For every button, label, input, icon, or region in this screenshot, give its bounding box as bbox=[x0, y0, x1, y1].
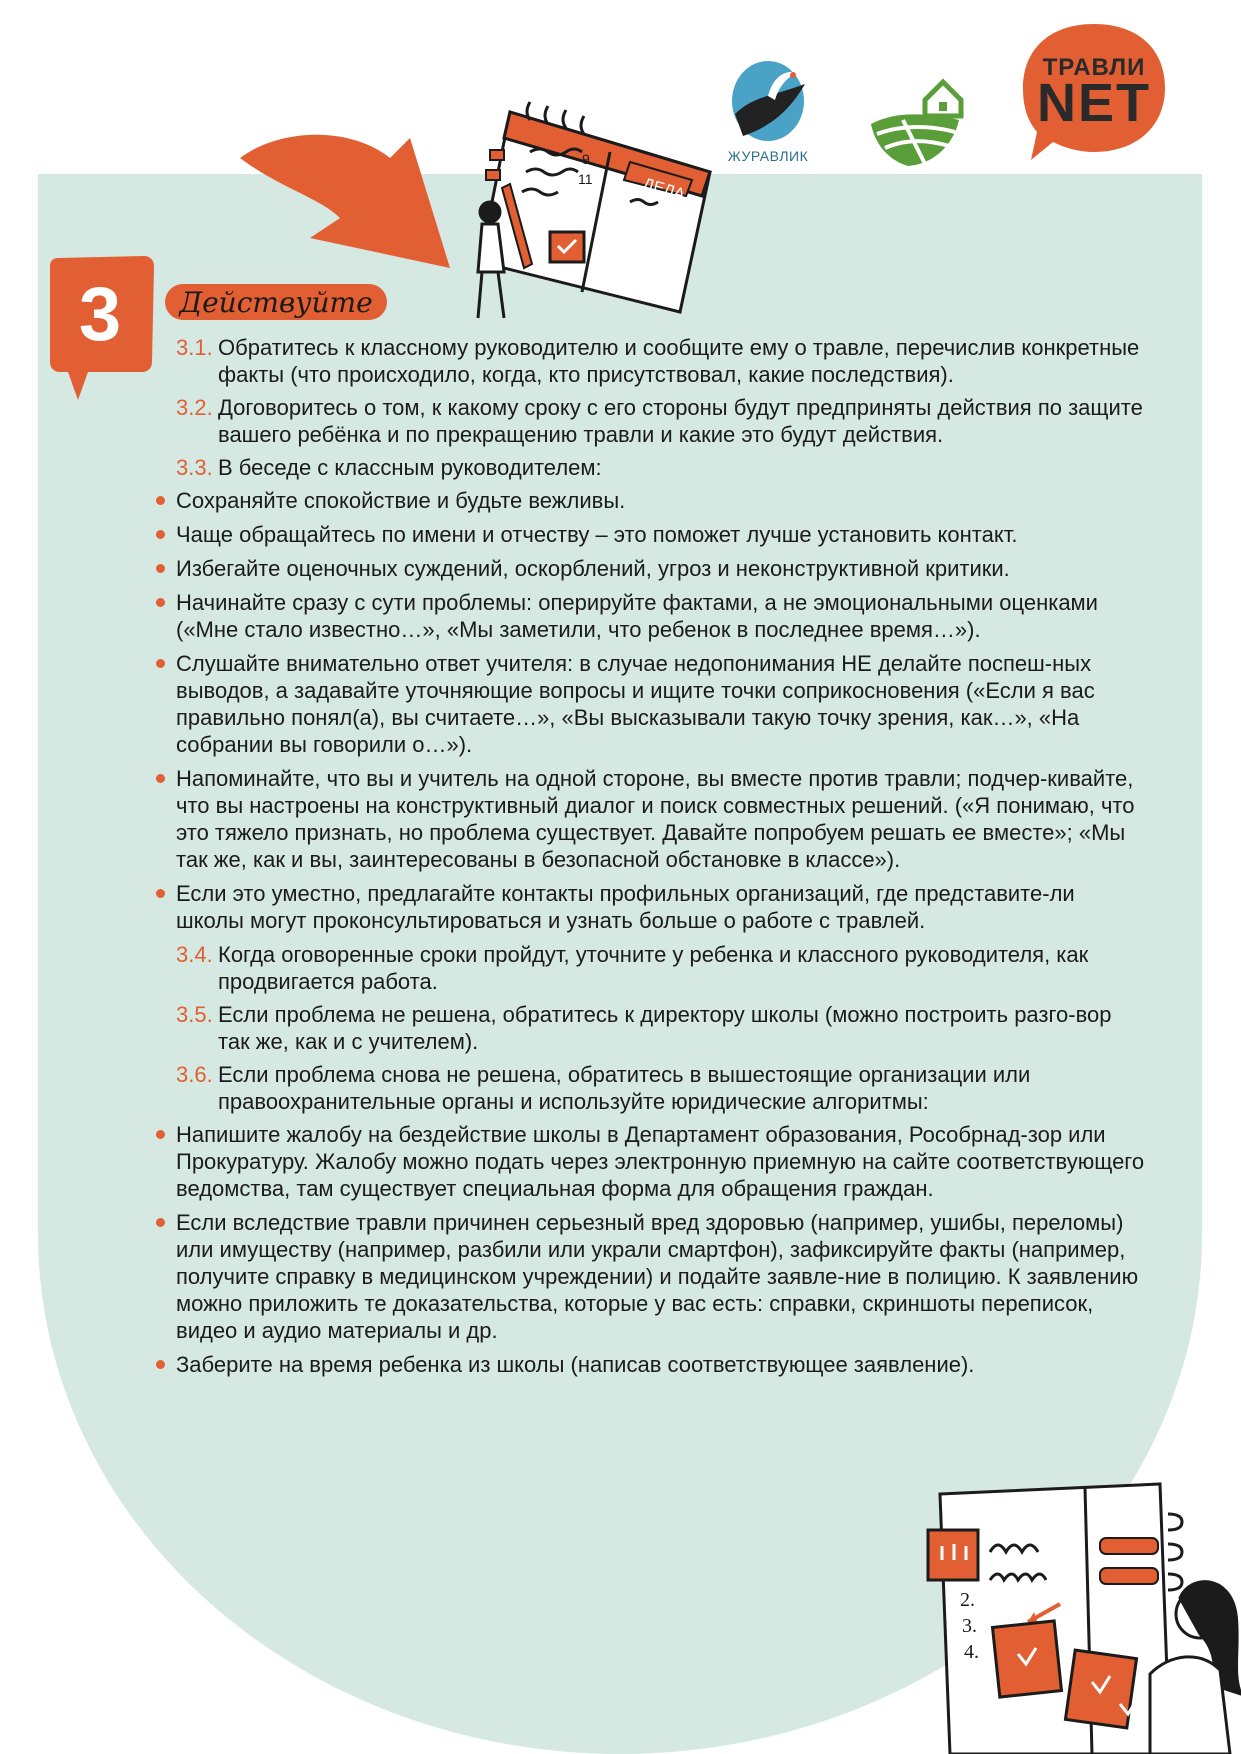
step-number: 3.3. bbox=[176, 455, 213, 480]
bullet-item: Начинайте сразу с сути проблемы: оперируйте фактами, а не эмоциональными оценками («Мне стало известно…», «Мы заметили, что ребенок в последнее время…»). bbox=[134, 589, 1146, 643]
list-number: 3. bbox=[962, 1615, 977, 1637]
step-text: В беседе с классным руководителем: bbox=[218, 455, 602, 480]
bullet-item: Слушайте внимательно ответ учителя: в случае недопонимания НЕ делайте поспеш-ных выводов, а задавайте уточняющие вопросы и ищите точки соприкосновения («Если я вас правильно понял(а), вы считаете…», «Вы высказывали такую точку зрения, как…», «На собрании вы говорили о…»). bbox=[134, 650, 1146, 758]
step-number: 3.5. bbox=[176, 1002, 213, 1027]
bullet-item: Заберите на время ребенка из школы (написав соответствующее заявление). bbox=[134, 1351, 1146, 1378]
section-number-badge bbox=[48, 254, 158, 404]
section-content bbox=[176, 334, 1146, 1385]
step-text: Договоритесь о том, к какому сроку с его стороны будут предприняты действия по защите вашего ребёнка и по прекращению травли и какие это будут действия. bbox=[218, 395, 1143, 447]
step-number: 3.2. bbox=[176, 395, 213, 420]
step-3-6-bullets bbox=[134, 1121, 1146, 1378]
planner-number-11: 11 bbox=[578, 171, 593, 187]
house-field-icon bbox=[863, 60, 973, 170]
tab-label: ДЕЛА bbox=[640, 175, 687, 204]
arrow-icon bbox=[240, 118, 470, 288]
step-3-5 bbox=[176, 1001, 1146, 1055]
farm-logo bbox=[863, 60, 973, 170]
travli-text: ТРАВЛИ bbox=[1042, 54, 1146, 81]
bullet-item: Чаще обращайтесь по имени и отчеству – это поможет лучше установить контакт. bbox=[134, 521, 1146, 548]
step-3-2 bbox=[176, 394, 1146, 448]
step-text: Обратитесь к классному руководителю и сообщите ему о травле, перечислив конкретные факты (что происходило, когда, кто присутствовал, какие последствия). bbox=[218, 335, 1140, 387]
planner-illustration-bottom bbox=[910, 1474, 1241, 1754]
bullet-item: Напоминайте, что вы и учитель на одной стороне, вы вместе против травли; подчер-кивайте, что вы настроены на конструктивный диалог и поиск совместных решений. («Я понимаю, что это тяжело признать, но проблема существует. Давайте попробуем решать ее вместе»; «Мы так же, как и вы, заинтересованы в безопасной обстановке в классе»). bbox=[134, 765, 1146, 873]
step-3-3 bbox=[176, 454, 1146, 481]
step-3-1 bbox=[176, 334, 1146, 388]
bullet-item: Сохраняйте спокойствие и будьте вежливы. bbox=[134, 487, 1146, 514]
bullet-item: Напишите жалобу на бездействие школы в Департамент образования, Рособрнад-зор или Прокуратуру. Жалобу можно подать через электронную приемную на сайте соответствующего ведомства, там существует специальная форма для обращения граждан. bbox=[134, 1121, 1146, 1202]
step-3-4 bbox=[176, 941, 1146, 995]
bullet-item: Избегайте оценочных суждений, оскорблений, угроз и неконструктивной критики. bbox=[134, 555, 1146, 582]
step-3-3-bullets bbox=[134, 487, 1146, 934]
step-text: Когда оговоренные сроки пройдут, уточните у ребенка и классного руководителя, как продвигается работа. bbox=[218, 942, 1089, 994]
planner-number-9: 9 bbox=[582, 151, 590, 167]
list-number: 2. bbox=[960, 1589, 975, 1611]
planner-illustration-top bbox=[470, 92, 740, 332]
bullet-item: Если это уместно, предлагайте контакты профильных организаций, где представите-ли школы могут проконсультироваться и узнать больше о работе с травлей. bbox=[134, 880, 1146, 934]
section-number: 3 bbox=[78, 271, 122, 357]
bullet-item: Если вследствие травли причинен серьезный вред здоровью (например, ушибы, переломы) или имуществу (например, разбили или украли смартфон), зафиксируйте факты (например, получите справку в медицинском учреждении) и подайте заявле-ние в полицию. К заявлению можно приложить те доказательства, которые у вас есть: справки, скриншоты переписок, видео и аудио материалы и др. bbox=[134, 1209, 1146, 1344]
section-title: Действуйте bbox=[165, 284, 387, 320]
travli-net-logo bbox=[1019, 20, 1169, 170]
step-number: 3.6. bbox=[176, 1062, 213, 1087]
step-text: Если проблема не решена, обратитесь к директору школы (можно построить разго-вор так же, как и с учителем). bbox=[218, 1002, 1112, 1054]
step-number: 3.1. bbox=[176, 335, 213, 360]
net-text: NET bbox=[1037, 73, 1151, 133]
zhuravlik-caption: ЖУРАВЛИК bbox=[727, 148, 809, 164]
step-3-6 bbox=[176, 1061, 1146, 1115]
partner-logos bbox=[713, 20, 1193, 164]
step-number: 3.4. bbox=[176, 942, 213, 967]
list-number: 4. bbox=[964, 1641, 979, 1663]
step-text: Если проблема снова не решена, обратитесь в вышестоящие организации или правоохранительные органы и используйте юридические алгоритмы: bbox=[218, 1062, 1031, 1114]
